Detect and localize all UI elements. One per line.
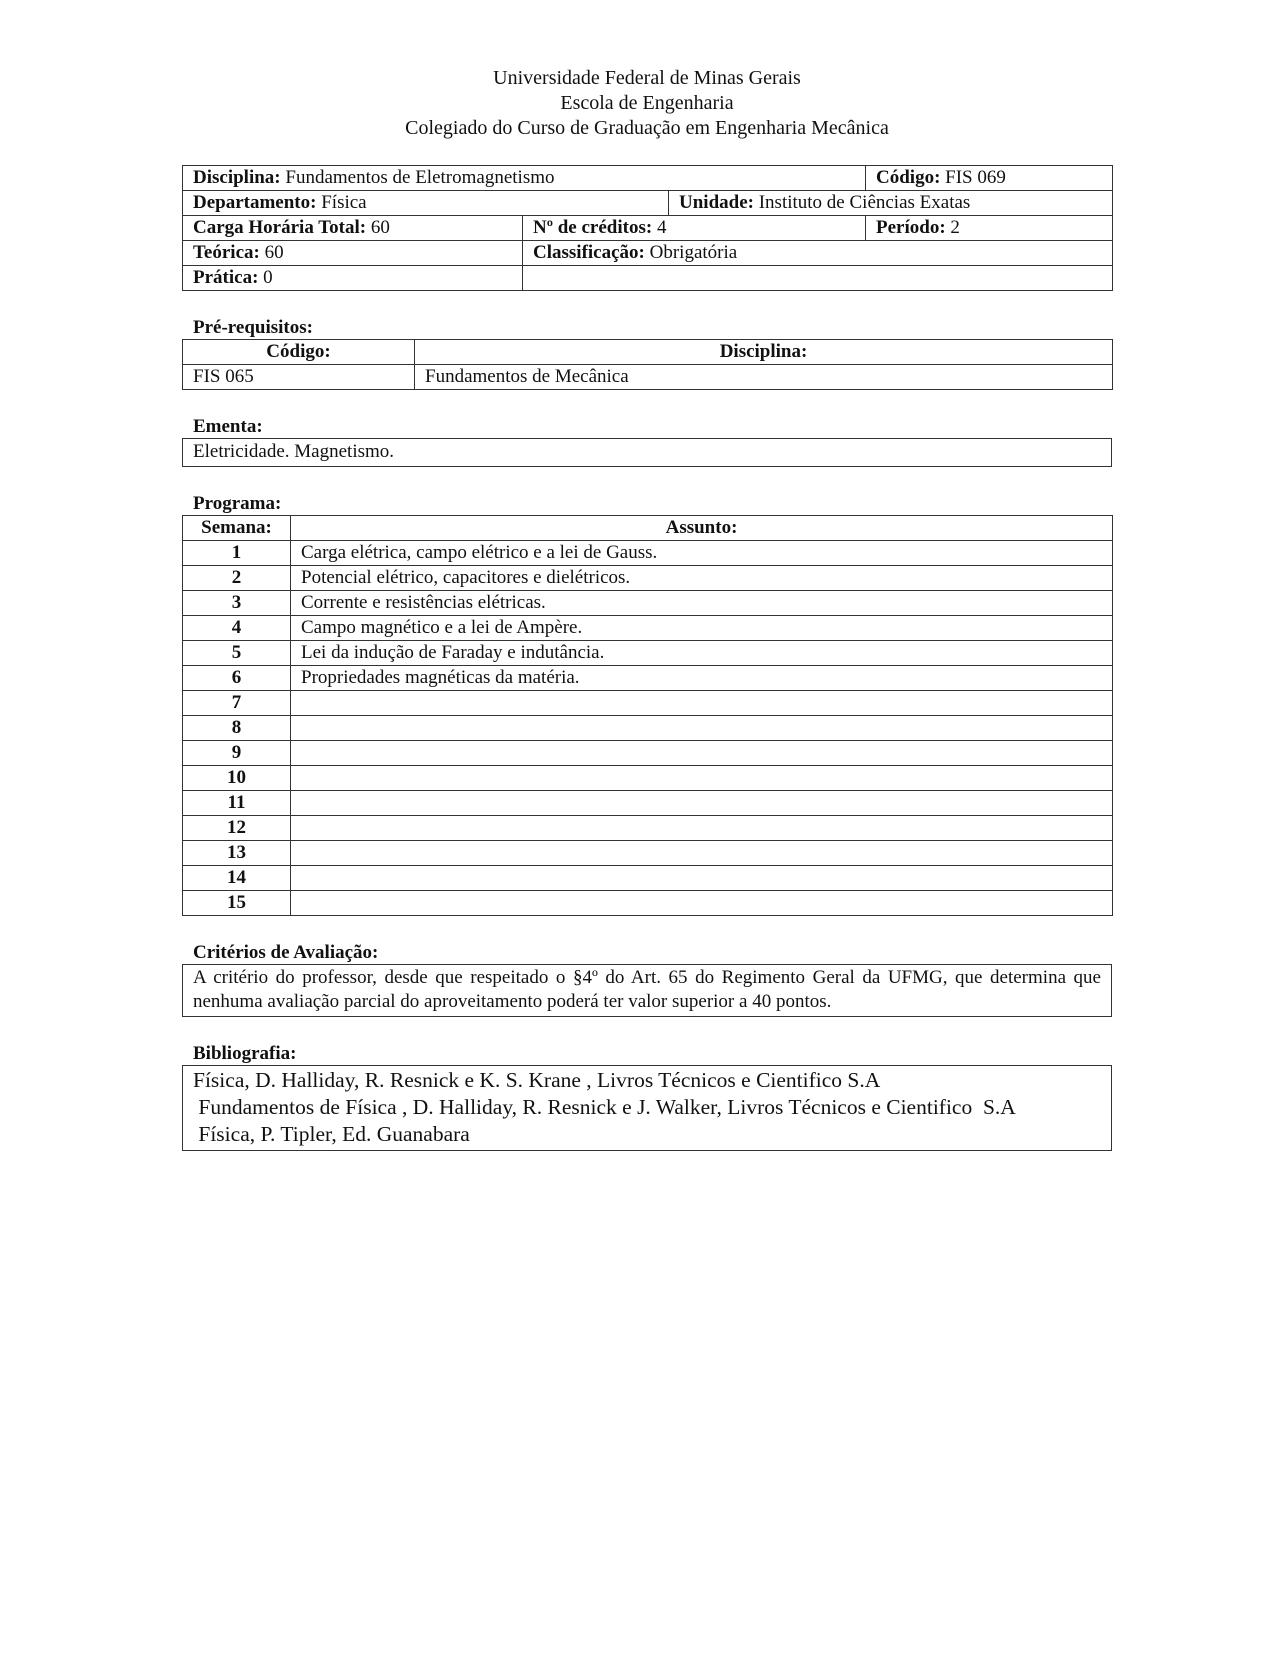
bibliografia-item: Física, D. Halliday, R. Resnick e K. S. Krane , Livros Técnicos e Cientifico S.A xyxy=(193,1068,881,1092)
col-header-semana: Semana: xyxy=(183,516,291,541)
carga-value: 60 xyxy=(370,217,390,238)
table-row xyxy=(183,541,1113,566)
week-number: 6 xyxy=(183,666,291,691)
disciplina-cell xyxy=(183,166,866,191)
col-header-codigo: Código: xyxy=(183,340,415,365)
week-subject xyxy=(291,791,1113,816)
week-number: 5 xyxy=(183,641,291,666)
bibliografia-title: Bibliografia: xyxy=(193,1043,297,1064)
info-row xyxy=(183,191,1113,216)
teorica-label: Teórica: xyxy=(193,242,260,263)
classificacao-cell xyxy=(523,241,1113,266)
prereq-disciplina: Fundamentos de Mecânica xyxy=(415,365,1113,390)
criterios-title: Critérios de Avaliação: xyxy=(193,942,379,963)
pratica-label: Prática: xyxy=(193,267,259,288)
pratica-cell xyxy=(183,266,523,291)
info-row xyxy=(183,216,1113,241)
carga-cell xyxy=(183,216,523,241)
periodo-label: Período: xyxy=(876,217,946,238)
disciplina-label: Disciplina: xyxy=(193,167,281,188)
week-subject xyxy=(291,716,1113,741)
table-row xyxy=(183,566,1113,591)
table-header-row xyxy=(183,516,1113,541)
periodo-value: 2 xyxy=(950,217,960,238)
table-row xyxy=(183,816,1113,841)
unidade-cell xyxy=(669,191,1113,216)
criterios-box: A critério do professor, desde que respeitado o §4º do Art. 65 do Regimento Geral da UFMG, que determina que nenhuma avaliação parcial do aproveitamento poderá ter valor superior a 40 pontos. xyxy=(182,964,1112,1017)
table-row xyxy=(183,641,1113,666)
week-number: 7 xyxy=(183,691,291,716)
ementa-box: Eletricidade. Magnetismo. xyxy=(182,438,1112,467)
bibliografia-item: Física, P. Tipler, Ed. Guanabara xyxy=(193,1122,470,1146)
week-subject xyxy=(291,841,1113,866)
departamento-cell xyxy=(183,191,669,216)
creditos-value: 4 xyxy=(656,217,667,238)
week-subject xyxy=(291,741,1113,766)
week-number: 2 xyxy=(183,566,291,591)
week-number: 8 xyxy=(183,716,291,741)
table-row xyxy=(183,741,1113,766)
week-number: 13 xyxy=(183,841,291,866)
week-subject: Carga elétrica, campo elétrico e a lei de Gauss. xyxy=(291,541,1113,566)
week-subject xyxy=(291,816,1113,841)
table-row xyxy=(183,891,1113,916)
teorica-value: 60 xyxy=(264,242,284,263)
creditos-label: Nº de créditos: xyxy=(533,217,653,238)
periodo-cell xyxy=(866,216,1113,241)
table-row xyxy=(183,591,1113,616)
week-number: 3 xyxy=(183,591,291,616)
table-row xyxy=(183,766,1113,791)
teorica-cell xyxy=(183,241,523,266)
table-row xyxy=(183,365,1113,390)
week-subject: Campo magnético e a lei de Ampère. xyxy=(291,616,1113,641)
bibliografia-item: Fundamentos de Física , D. Halliday, R. Resnick e J. Walker, Livros Técnicos e Cientifico S.A xyxy=(193,1095,1016,1119)
table-header-row xyxy=(183,340,1113,365)
week-subject xyxy=(291,866,1113,891)
week-subject xyxy=(291,891,1113,916)
week-number: 11 xyxy=(183,791,291,816)
col-header-disciplina: Disciplina: xyxy=(415,340,1113,365)
school-name: Escola de Engenharia xyxy=(560,92,734,114)
unidade-value: Instituto de Ciências Exatas xyxy=(758,192,971,213)
week-subject: Lei da indução de Faraday e indutância. xyxy=(291,641,1113,666)
week-number: 10 xyxy=(183,766,291,791)
table-row xyxy=(183,616,1113,641)
classificacao-value: Obrigatória xyxy=(649,242,738,263)
bibliografia-box xyxy=(182,1065,1112,1151)
departamento-label: Departamento: xyxy=(193,192,317,213)
info-row xyxy=(183,241,1113,266)
week-number: 1 xyxy=(183,541,291,566)
week-subject: Potencial elétrico, capacitores e dielétricos. xyxy=(291,566,1113,591)
syllabus-page xyxy=(182,66,1112,1151)
university-name: Universidade Federal de Minas Gerais xyxy=(493,67,801,89)
course-info-table xyxy=(182,165,1113,291)
table-row xyxy=(183,866,1113,891)
col-header-assunto: Assunto: xyxy=(291,516,1113,541)
week-number: 14 xyxy=(183,866,291,891)
week-subject: Propriedades magnéticas da matéria. xyxy=(291,666,1113,691)
info-row xyxy=(183,166,1113,191)
programa-table xyxy=(182,515,1113,916)
carga-label: Carga Horária Total: xyxy=(193,217,367,238)
unidade-label: Unidade: xyxy=(679,192,754,213)
table-row xyxy=(183,666,1113,691)
prereq-codigo: FIS 065 xyxy=(183,365,415,390)
week-number: 9 xyxy=(183,741,291,766)
table-row xyxy=(183,791,1113,816)
table-row xyxy=(183,841,1113,866)
week-number: 15 xyxy=(183,891,291,916)
colegiado-name: Colegiado do Curso de Graduação em Engenharia Mecânica xyxy=(405,117,889,139)
week-number: 4 xyxy=(183,616,291,641)
info-row xyxy=(183,266,1113,291)
week-number: 12 xyxy=(183,816,291,841)
prerequisitos-title: Pré-requisitos: xyxy=(193,317,313,338)
programa-title: Programa: xyxy=(193,493,282,514)
creditos-cell xyxy=(523,216,866,241)
empty-cell xyxy=(523,266,1113,291)
document-header xyxy=(182,66,1112,141)
table-row xyxy=(183,691,1113,716)
classificacao-label: Classificação: xyxy=(533,242,645,263)
codigo-value: FIS 069 xyxy=(945,167,1006,188)
week-subject: Corrente e resistências elétricas. xyxy=(291,591,1113,616)
prerequisitos-table xyxy=(182,339,1113,390)
week-subject xyxy=(291,766,1113,791)
codigo-label: Código: xyxy=(876,167,941,188)
departamento-value: Física xyxy=(321,192,367,213)
codigo-cell xyxy=(866,166,1113,191)
disciplina-value: Fundamentos de Eletromagnetismo xyxy=(285,167,555,188)
pratica-value: 0 xyxy=(263,267,273,288)
table-row xyxy=(183,716,1113,741)
week-subject xyxy=(291,691,1113,716)
ementa-title: Ementa: xyxy=(193,416,263,437)
